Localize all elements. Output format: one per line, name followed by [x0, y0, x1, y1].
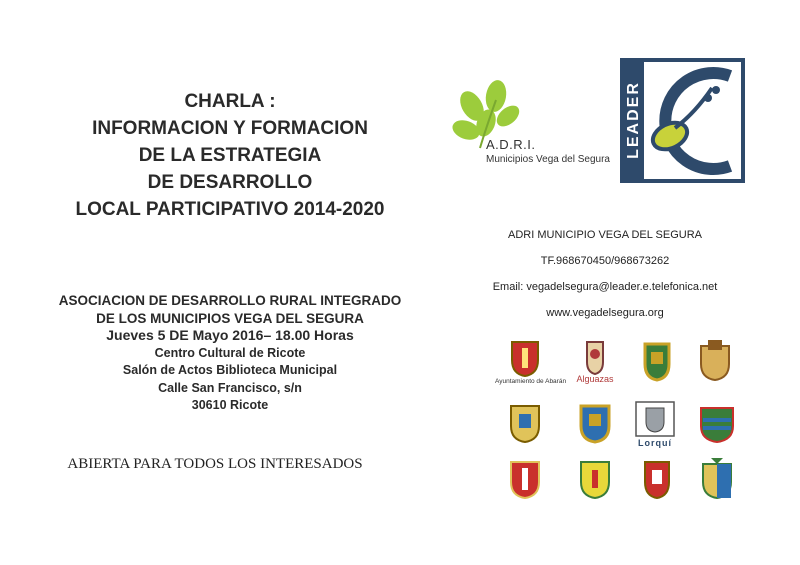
shield-icon — [570, 400, 620, 445]
crest-label: Lorquí — [638, 438, 672, 448]
open-to-all-notice: ABIERTA PARA TODOS LOS INTERESADOS — [67, 456, 363, 472]
shield-icon — [500, 400, 550, 445]
shield-icon — [630, 400, 680, 440]
organizer-line: DE LOS MUNICIPIOS VEGA DEL SEGURA — [96, 310, 364, 326]
title-line: DE LA ESTRATEGIA — [138, 145, 322, 166]
ojos-crest — [500, 456, 550, 511]
archena-crest — [632, 338, 682, 393]
ulea-crest — [632, 456, 682, 511]
shield-icon — [570, 456, 620, 501]
shield-icon — [692, 456, 742, 501]
adri-subtitle: Municipios Vega del Segura — [486, 154, 610, 165]
villanueva-crest — [692, 456, 742, 511]
event-date: Jueves 5 DE Mayo 2016– 18.00 Horas — [106, 327, 354, 343]
shield-icon — [570, 338, 620, 378]
address-line: Calle San Francisco, s/n — [158, 380, 302, 395]
contact-phone: TF.968670450/968673262 — [540, 255, 670, 267]
title-line: DE DESARROLLO — [147, 172, 313, 193]
contact-block — [455, 222, 755, 326]
leader-logo — [620, 58, 745, 183]
ceuti-crest — [500, 400, 550, 455]
shield-icon — [632, 456, 682, 501]
event-title — [40, 88, 420, 223]
venue-line: Centro Cultural de Ricote — [154, 345, 306, 360]
postal-line: 30610 Ricote — [191, 398, 269, 412]
title-line: CHARLA : — [184, 91, 276, 112]
adri-name: A.D.R.I. — [486, 137, 536, 152]
title-line: LOCAL PARTICIPATIVO 2014-2020 — [75, 199, 385, 220]
crest-label: Ayuntamiento de Abarán — [495, 378, 567, 385]
lorqui-crest — [630, 400, 680, 455]
shield-icon — [692, 400, 742, 445]
ricote-crest — [570, 456, 620, 511]
shield-icon — [500, 456, 550, 501]
abaran-crest — [495, 338, 567, 393]
shield-icon — [690, 338, 740, 383]
title-line: INFORMACION Y FORMACION — [92, 118, 368, 139]
contact-web[interactable]: www.vegadelsegura.org — [546, 307, 664, 319]
event-details — [40, 292, 420, 415]
organizer-line: ASOCIACION DE DESARROLLO RURAL INTEGRADO — [58, 293, 402, 308]
crest-label: Alguazas — [576, 374, 614, 384]
alguazas-crest — [570, 338, 620, 393]
cieza-crest — [570, 400, 620, 455]
blanca-crest — [690, 338, 740, 393]
leader-text: LEADER — [625, 81, 642, 159]
shield-icon — [632, 338, 682, 383]
venue-line: Salón de Actos Biblioteca Municipal — [122, 363, 338, 377]
contact-email[interactable]: Email: vegadelsegura@leader.e.telefonica.net — [492, 281, 718, 293]
shield-icon — [500, 338, 550, 378]
municipality-crests — [492, 338, 752, 508]
molina-crest — [692, 400, 742, 455]
contact-org: ADRI MUNICIPIO VEGA DEL SEGURA — [508, 229, 702, 241]
